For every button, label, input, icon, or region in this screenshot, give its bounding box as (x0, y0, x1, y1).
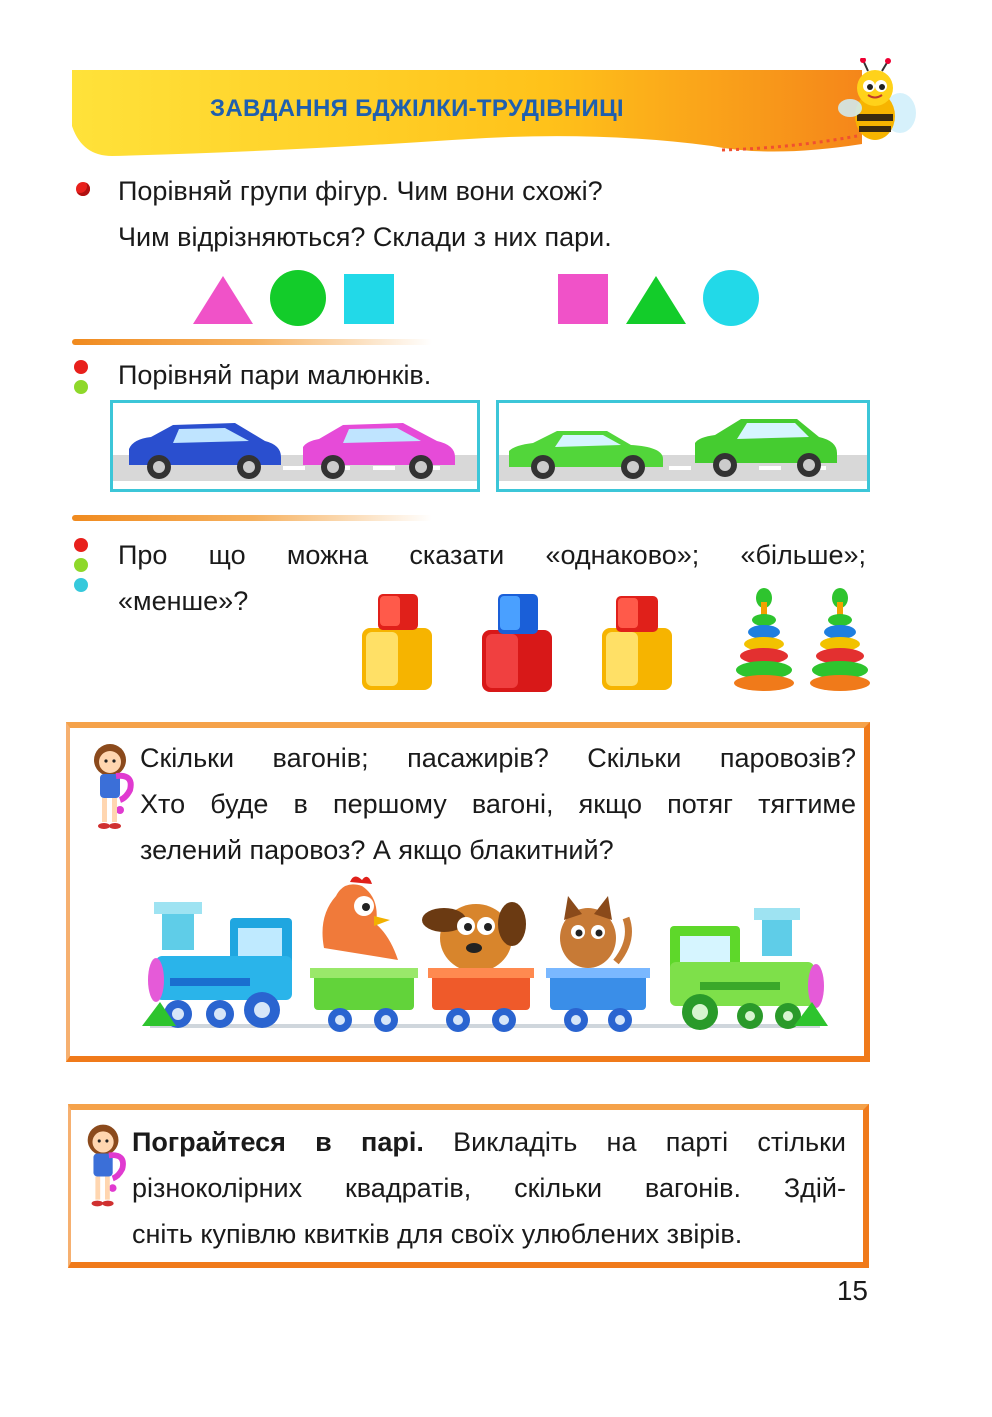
ring-pyramid-1 (734, 588, 794, 691)
task5-bold-lead: Пограйтеся в парі. (132, 1127, 424, 1157)
task3-line: «менше»? (118, 586, 249, 616)
task5-line: сніть купівлю квитків для своїх улюблених звірів. (132, 1219, 743, 1249)
green-triangle (626, 276, 686, 324)
section-divider (72, 339, 432, 345)
girl-question-icon (86, 740, 138, 832)
cyan-circle (703, 270, 759, 326)
task2-text: Порівняй пари малюнків. (118, 360, 432, 390)
block-stack-yellow-red (362, 594, 432, 690)
page-number: 15 (836, 1275, 868, 1306)
task1-line: Чим відрізняються? Склади з них пари. (118, 222, 612, 252)
difficulty-marker (74, 538, 88, 592)
blocks-and-pyramids (358, 588, 874, 694)
wagon-blue (546, 896, 650, 1032)
wagon-green (310, 876, 418, 1032)
cyan-square (344, 274, 394, 324)
pink-car (299, 417, 459, 481)
blue-car (125, 417, 285, 481)
bee-icon (830, 58, 920, 148)
magenta-triangle (193, 276, 253, 324)
shape-groups (190, 266, 790, 328)
block-stack-red-blue (482, 594, 552, 692)
ring-pyramid-2 (810, 588, 870, 691)
car-pair-1 (110, 400, 480, 492)
green-circle (270, 270, 326, 326)
task5-line: різноколірних квадратів, скільки вагонів. Здій- (132, 1173, 846, 1203)
difficulty-marker (74, 360, 88, 394)
task5-line (132, 1119, 846, 1165)
train-illustration (140, 876, 830, 1042)
blue-locomotive (142, 902, 292, 1028)
girl-question-icon (80, 1120, 130, 1210)
task4-line: Хто буде в першому вагоні, якщо потяг тягтиме (140, 789, 856, 819)
task3-line: Про що можна сказати «однаково»; «більше»; (118, 540, 866, 570)
block-stack-yellow-red-2 (602, 596, 672, 690)
green-hatchback (691, 413, 841, 479)
section-divider (72, 515, 432, 521)
task5-text: Викладіть на парті стільки (423, 1127, 847, 1157)
magenta-square (558, 274, 608, 324)
task1-line: Порівняй групи фігур. Чим вони схожі? (118, 176, 603, 206)
green-sedan (507, 421, 667, 481)
car-pair-2 (496, 400, 870, 492)
difficulty-marker-red (76, 182, 90, 196)
wagon-red (422, 902, 534, 1032)
page-title: ЗАВДАННЯ БДЖІЛКИ-ТРУДІВНИЦІ (210, 95, 624, 122)
task4-line: Скільки вагонів; пасажирів? Скільки паровозів? (140, 743, 856, 773)
task4-line: зелений паровоз? А якщо блакитний? (140, 835, 614, 865)
green-locomotive (670, 908, 828, 1030)
